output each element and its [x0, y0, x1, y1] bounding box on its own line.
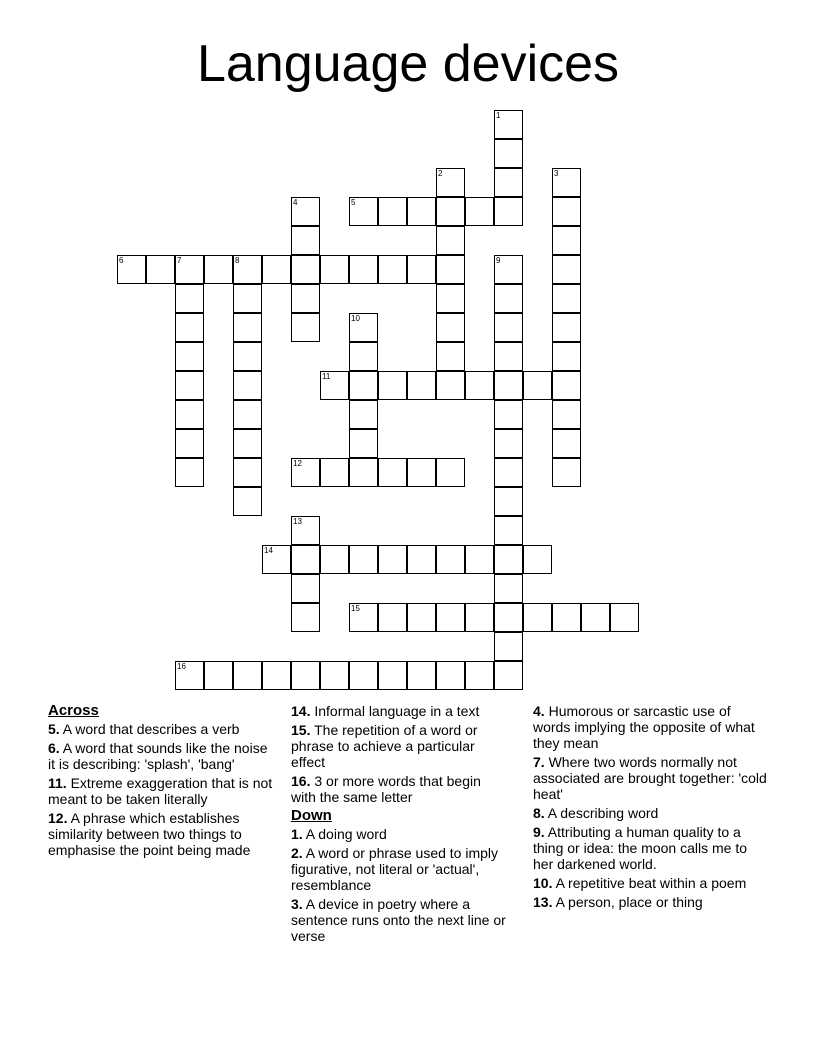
grid-cell[interactable] [175, 313, 204, 342]
grid-cell[interactable] [552, 458, 581, 487]
cell-number: 12 [293, 459, 302, 468]
grid-cell[interactable] [175, 342, 204, 371]
grid-cell[interactable] [378, 255, 407, 284]
grid-cell[interactable] [175, 429, 204, 458]
clue-item [533, 805, 768, 821]
grid-cell[interactable] [494, 574, 523, 603]
grid-cell[interactable] [436, 284, 465, 313]
clue-text: Attributing a human quality to a thing or idea: the moon calls me to her darkened world. [533, 824, 748, 872]
clue-text: A word that sounds like the noise it is describing: 'splash', 'bang' [48, 740, 268, 772]
grid-cell[interactable] [494, 400, 523, 429]
grid-cell[interactable] [436, 371, 465, 400]
grid-cell[interactable] [175, 284, 204, 313]
clue-text: A device in poetry where a sentence runs onto the next line or verse [291, 896, 506, 944]
clues-column-3 [533, 703, 768, 913]
clue-item [291, 703, 509, 719]
grid-cell[interactable] [291, 197, 320, 226]
cell-number: 3 [554, 169, 559, 178]
grid-cell[interactable] [552, 400, 581, 429]
clue-text: A person, place or thing [552, 894, 703, 910]
grid-cell[interactable] [407, 255, 436, 284]
grid-cell[interactable] [552, 603, 581, 632]
clue-item [48, 775, 273, 807]
across-heading: Across [48, 702, 99, 719]
grid-cell[interactable] [436, 197, 465, 226]
grid-cell[interactable] [436, 661, 465, 690]
grid-cell[interactable] [349, 603, 378, 632]
grid-cell[interactable] [291, 284, 320, 313]
grid-cell[interactable] [552, 342, 581, 371]
grid-cell[interactable] [291, 516, 320, 545]
grid-cell[interactable] [494, 487, 523, 516]
grid-cell[interactable] [233, 342, 262, 371]
grid-cell[interactable] [407, 458, 436, 487]
grid-cell[interactable] [552, 168, 581, 197]
clue-item [48, 740, 273, 772]
grid-cell[interactable] [349, 661, 378, 690]
grid-cell[interactable] [494, 661, 523, 690]
clue-text: A phrase which establishes similarity between two things to emphasise the point being made [48, 810, 251, 858]
clue-item [48, 721, 273, 737]
grid-cell[interactable] [291, 603, 320, 632]
clue-number: 3. [291, 896, 303, 912]
clues-column-2 [291, 703, 509, 947]
grid-cell[interactable] [378, 545, 407, 574]
grid-cell[interactable] [175, 371, 204, 400]
grid-cell[interactable] [262, 661, 291, 690]
clue-number: 10. [533, 875, 553, 891]
grid-cell[interactable] [465, 197, 494, 226]
grid-cell[interactable] [465, 661, 494, 690]
grid-cell[interactable] [436, 226, 465, 255]
grid-cell[interactable] [233, 429, 262, 458]
grid-cell[interactable] [494, 429, 523, 458]
clues-column-1 [48, 703, 273, 861]
down-clue-list [291, 826, 509, 944]
grid-cell[interactable] [378, 603, 407, 632]
clue-item [291, 722, 509, 770]
clue-text: Humorous or sarcastic use of words implying the opposite of what they mean [533, 703, 755, 751]
grid-cell[interactable] [349, 255, 378, 284]
clue-text: A repetitive beat within a poem [552, 875, 747, 891]
grid-cell[interactable] [407, 371, 436, 400]
cell-number: 11 [322, 372, 331, 381]
across-clue-list-continued [291, 703, 509, 805]
grid-cell[interactable] [436, 545, 465, 574]
grid-cell[interactable] [233, 458, 262, 487]
grid-cell[interactable] [436, 255, 465, 284]
clue-number: 4. [533, 703, 545, 719]
grid-cell[interactable] [436, 313, 465, 342]
grid-cell[interactable] [233, 371, 262, 400]
clue-number: 6. [48, 740, 60, 756]
clue-item [291, 845, 509, 893]
grid-cell[interactable] [552, 197, 581, 226]
grid-cell[interactable] [349, 400, 378, 429]
grid-cell[interactable] [494, 284, 523, 313]
down-clue-list-continued [533, 703, 768, 910]
grid-cell[interactable] [349, 429, 378, 458]
grid-cell[interactable] [494, 632, 523, 661]
grid-cell[interactable] [552, 429, 581, 458]
grid-cell[interactable] [552, 226, 581, 255]
grid-cell[interactable] [291, 545, 320, 574]
grid-cell[interactable] [204, 255, 233, 284]
grid-cell[interactable] [320, 545, 349, 574]
clue-item [291, 773, 509, 805]
clue-number: 12. [48, 810, 68, 826]
clue-item [533, 894, 768, 910]
cell-number: 7 [177, 256, 182, 265]
grid-cell[interactable] [233, 661, 262, 690]
grid-cell[interactable] [436, 603, 465, 632]
grid-cell[interactable] [291, 226, 320, 255]
grid-cell[interactable] [175, 255, 204, 284]
grid-cell[interactable] [233, 313, 262, 342]
clue-item [533, 703, 768, 751]
grid-cell[interactable] [494, 342, 523, 371]
clue-item [533, 754, 768, 802]
grid-cell[interactable] [233, 400, 262, 429]
cell-number: 14 [264, 546, 273, 555]
grid-cell[interactable] [494, 516, 523, 545]
grid-cell[interactable] [552, 255, 581, 284]
grid-cell[interactable] [465, 603, 494, 632]
clue-text: Informal language in a text [310, 703, 480, 719]
grid-cell[interactable] [494, 168, 523, 197]
grid-cell[interactable] [494, 139, 523, 168]
cell-number: 8 [235, 256, 240, 265]
grid-cell[interactable] [291, 574, 320, 603]
grid-cell[interactable] [233, 255, 262, 284]
clue-number: 1. [291, 826, 303, 842]
clue-item [533, 875, 768, 891]
clue-number: 7. [533, 754, 545, 770]
clue-number: 8. [533, 805, 545, 821]
grid-cell[interactable] [407, 197, 436, 226]
clue-text: Extreme exaggeration that is not meant to be taken literally [48, 775, 273, 807]
grid-cell[interactable] [465, 371, 494, 400]
grid-cell[interactable] [378, 197, 407, 226]
down-heading: Down [291, 807, 332, 824]
clue-item [291, 826, 509, 842]
grid-cell[interactable] [175, 400, 204, 429]
clue-item [533, 824, 768, 872]
grid-cell[interactable] [146, 255, 175, 284]
grid-cell[interactable] [494, 371, 523, 400]
grid-cell[interactable] [349, 545, 378, 574]
grid-cell[interactable] [581, 603, 610, 632]
grid-cell[interactable] [291, 458, 320, 487]
clue-number: 2. [291, 845, 303, 861]
grid-cell[interactable] [523, 371, 552, 400]
grid-cell[interactable] [117, 255, 146, 284]
cell-number: 9 [496, 256, 501, 265]
grid-cell[interactable] [262, 545, 291, 574]
grid-cell[interactable] [523, 603, 552, 632]
grid-cell[interactable] [320, 255, 349, 284]
clue-number: 11. [48, 775, 67, 791]
grid-cell[interactable] [378, 458, 407, 487]
clue-text: A describing word [544, 805, 659, 821]
grid-cell[interactable] [494, 255, 523, 284]
cell-number: 16 [177, 662, 186, 671]
grid-cell[interactable] [436, 168, 465, 197]
grid-cell[interactable] [436, 458, 465, 487]
cell-number: 1 [496, 111, 501, 120]
grid-cell[interactable] [552, 371, 581, 400]
grid-cell[interactable] [175, 458, 204, 487]
grid-cell[interactable] [552, 284, 581, 313]
grid-cell[interactable] [233, 487, 262, 516]
grid-cell[interactable] [610, 603, 639, 632]
grid-cell[interactable] [349, 342, 378, 371]
cell-number: 4 [293, 198, 298, 207]
grid-cell[interactable] [291, 313, 320, 342]
grid-cell[interactable] [407, 603, 436, 632]
across-clue-list [48, 721, 273, 858]
grid-cell[interactable] [175, 661, 204, 690]
grid-cell[interactable] [233, 284, 262, 313]
cell-number: 13 [293, 517, 302, 526]
grid-cell[interactable] [494, 197, 523, 226]
grid-cell[interactable] [494, 110, 523, 139]
cell-number: 2 [438, 169, 443, 178]
grid-cell[interactable] [378, 371, 407, 400]
clue-number: 16. [291, 773, 311, 789]
clue-item [291, 896, 509, 944]
clue-number: 5. [48, 721, 60, 737]
grid-cell[interactable] [494, 313, 523, 342]
cell-number: 5 [351, 198, 356, 207]
grid-cell[interactable] [349, 313, 378, 342]
grid-cell[interactable] [320, 371, 349, 400]
grid-cell[interactable] [465, 545, 494, 574]
grid-cell[interactable] [349, 371, 378, 400]
grid-cell[interactable] [291, 661, 320, 690]
grid-cell[interactable] [262, 255, 291, 284]
clue-number: 15. [291, 722, 311, 738]
clue-number: 9. [533, 824, 545, 840]
clue-text: A word that describes a verb [59, 721, 240, 737]
grid-cell[interactable] [494, 545, 523, 574]
grid-cell[interactable] [349, 458, 378, 487]
page-title: Language devices [196, 35, 620, 93]
grid-cell[interactable] [291, 255, 320, 284]
grid-cell[interactable] [407, 545, 436, 574]
grid-cell[interactable] [494, 603, 523, 632]
grid-cell[interactable] [407, 661, 436, 690]
grid-cell[interactable] [320, 661, 349, 690]
grid-cell[interactable] [523, 545, 552, 574]
cell-number: 6 [119, 256, 124, 265]
clue-text: A doing word [302, 826, 387, 842]
clue-item [48, 810, 273, 858]
clue-text: 3 or more words that begin with the same letter [291, 773, 481, 805]
grid-cell[interactable] [436, 342, 465, 371]
grid-cell[interactable] [349, 197, 378, 226]
clue-text: The repetition of a word or phrase to achieve a particular effect [291, 722, 478, 770]
grid-cell[interactable] [204, 661, 233, 690]
clue-number: 13. [533, 894, 553, 910]
clue-text: Where two words normally not associated are brought together: 'cold heat' [533, 754, 767, 802]
grid-cell[interactable] [378, 661, 407, 690]
grid-cell[interactable] [494, 458, 523, 487]
grid-cell[interactable] [552, 313, 581, 342]
cell-number: 10 [351, 314, 360, 323]
cell-number: 15 [351, 604, 360, 613]
clue-number: 14. [291, 703, 311, 719]
clue-text: A word or phrase used to imply figurative, not literal or 'actual', resemblance [291, 845, 499, 893]
grid-cell[interactable] [320, 458, 349, 487]
